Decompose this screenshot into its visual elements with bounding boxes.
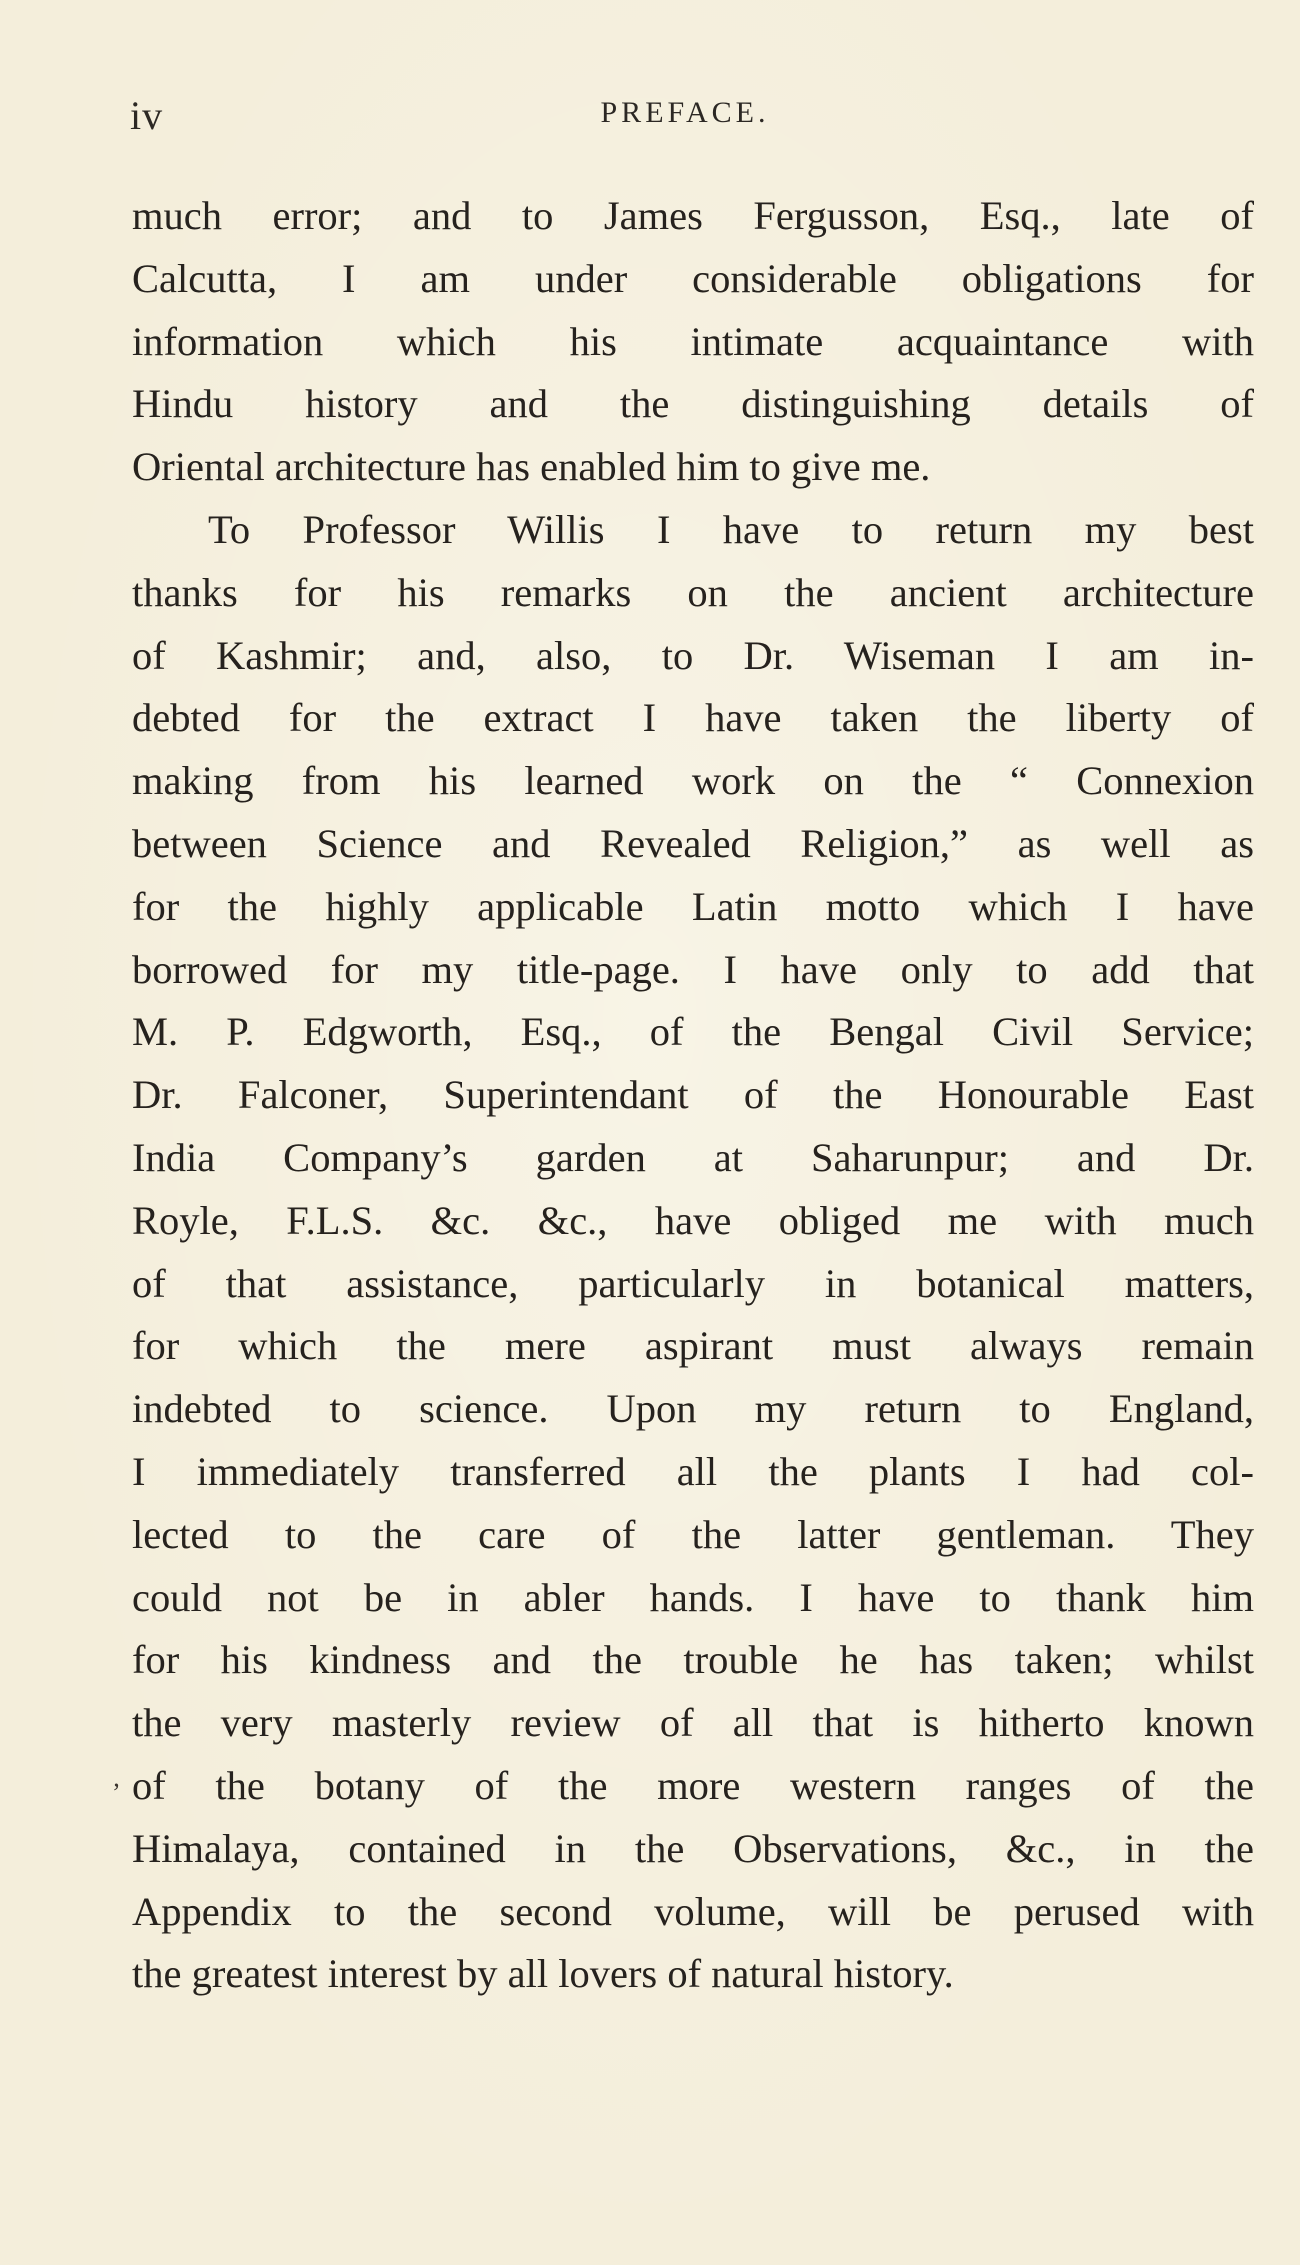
text-line: borrowed for my title-page. I have only to add that — [132, 946, 1254, 992]
text-line: of that assistance, particularly in botanical matters, — [132, 1260, 1254, 1306]
text-line: Himalaya, contained in the Observations, &c., in the — [132, 1825, 1254, 1871]
page-header — [130, 92, 1240, 142]
text-line: debted for the extract I have taken the liberty of — [132, 695, 1254, 741]
text-line: the greatest interest by all lovers of natural history. — [132, 1951, 954, 1997]
text-line: between Science and Revealed Religion,” as well as — [132, 820, 1254, 866]
page-number: iv — [130, 93, 164, 138]
text-line: of Kashmir; and, also, to Dr. Wiseman I am in- — [132, 632, 1254, 678]
text-line: Royle, F.L.S. &c. &c., have obliged me with much — [132, 1197, 1254, 1243]
text-line: indebted to science. Upon my return to England, — [132, 1386, 1254, 1432]
margin-mark: ’ — [112, 1778, 121, 1807]
paragraph-start-line: To Professor Willis I have to return my best — [208, 506, 1254, 552]
text-line: Oriental architecture has enabled him to give me. — [132, 444, 931, 490]
text-line: for which the mere aspirant must always remain — [132, 1323, 1254, 1369]
text-line: for the highly applicable Latin motto which I have — [132, 883, 1254, 929]
text-line: I immediately transferred all the plants I had col- — [132, 1448, 1254, 1494]
text-line: making from his learned work on the “ Connexion — [132, 758, 1254, 804]
running-head: PREFACE. — [600, 96, 770, 129]
text-line: thanks for his remarks on the ancient architecture — [132, 569, 1254, 615]
text-line: India Company’s garden at Saharunpur; and Dr. — [132, 1134, 1254, 1180]
text-line: Calcutta, I am under considerable obligations for — [132, 255, 1254, 301]
text-line: lected to the care of the latter gentleman. They — [132, 1511, 1254, 1557]
text-line: for his kindness and the trouble he has taken; whilst — [132, 1637, 1254, 1683]
body-text — [132, 185, 1254, 2006]
text-line: Hindu history and the distinguishing details of — [132, 381, 1254, 427]
text-line: information which his intimate acquaintance with — [132, 318, 1254, 364]
text-line: the very masterly review of all that is hitherto known — [132, 1700, 1254, 1746]
text-line: could not be in abler hands. I have to thank him — [132, 1574, 1254, 1620]
text-line: much error; and to James Fergusson, Esq., late of — [132, 193, 1254, 238]
text-line: Dr. Falconer, Superintendant of the Honourable East — [132, 1072, 1254, 1118]
text-line: Appendix to the second volume, will be perused with — [132, 1888, 1254, 1934]
text-line: M. P. Edgworth, Esq., of the Bengal Civil Service; — [132, 1009, 1254, 1055]
text-line: of the botany of the more western ranges of the — [132, 1762, 1254, 1808]
